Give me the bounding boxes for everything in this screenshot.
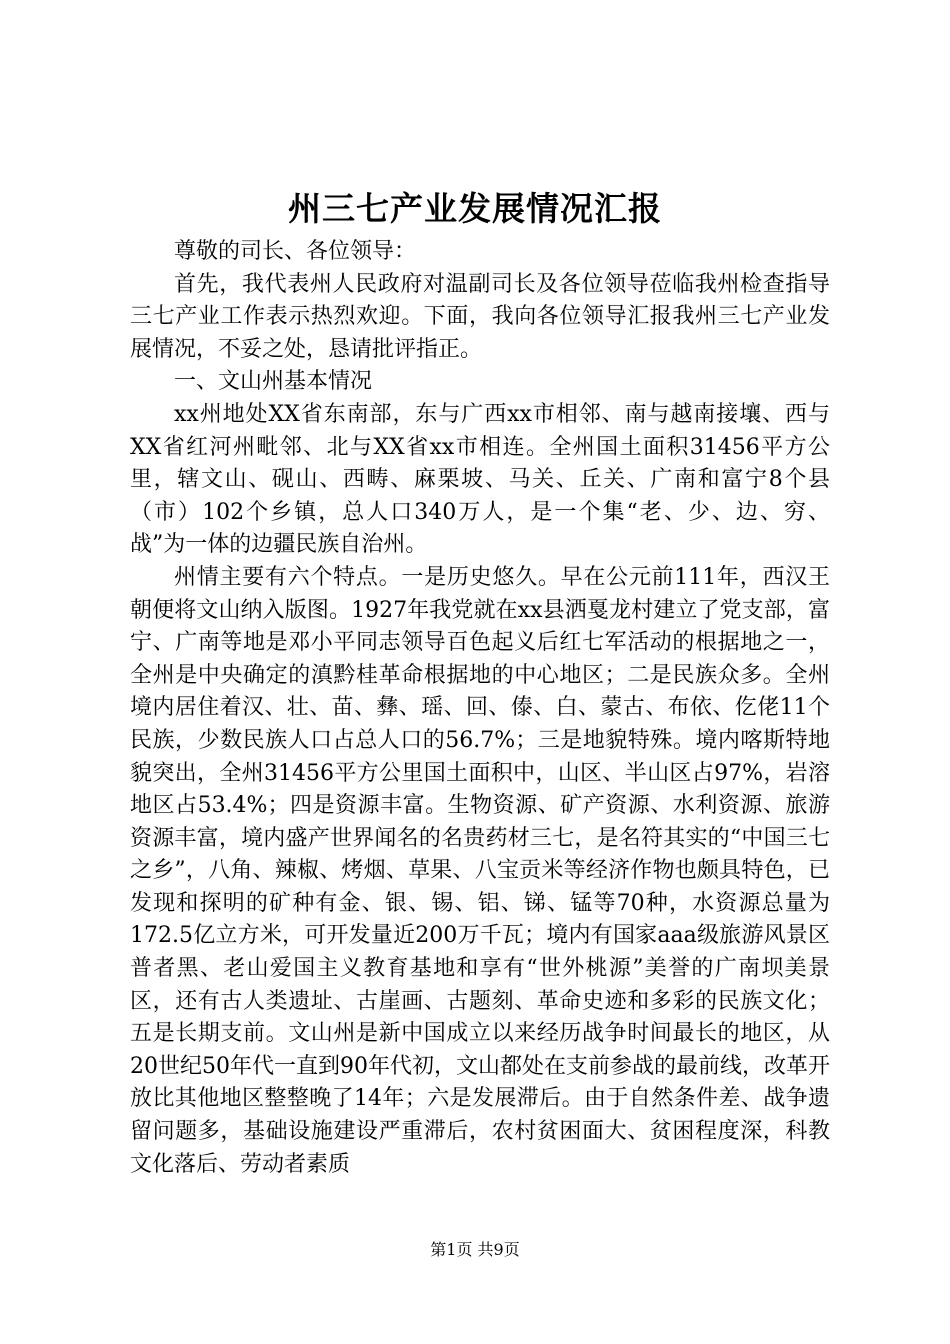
page-indicator: 第1页 共9页 (430, 1240, 520, 1259)
intro-paragraph: 首先，我代表州人民政府对温副司长及各位领导莅临我州检查指导三七产业工作表示热烈欢迎。下面，我向各位领导汇报我州三七产业发展情况，不妥之处，恳请批评指正。 (130, 271, 830, 362)
document-body (130, 236, 830, 1181)
section-heading: 一、文山州基本情况 (174, 369, 373, 395)
document-title: 州三七产业发展情况汇报 (288, 189, 662, 228)
overview-paragraph: xx州地处XX省东南部，东与广西xx市相邻、南与越南接壤、西与XX省红河州毗邻、北与XX省xx市相连。全州国土面积31456平方公里，辖文山、砚山、西畴、麻栗坡、马关、丘关、广南和富宁8个县（市）102个乡镇，总人口340万人，是一个集“老、少、边、穷、战”为一体的边疆民族自治州。 (130, 401, 830, 558)
salutation-paragraph: 尊敬的司长、各位领导： (174, 239, 417, 264)
features-paragraph: 州情主要有六个特点。一是历史悠久。早在公元前111年，西汉王朝便将文山纳入版图。1927年我党就在xx县洒戛龙村建立了党支部，富宁、广南等地是邓小平同志领导百色起义后红七军活动的根据地之一，全州是中央确定的滇黔桂革命根据地的中心地区；二是民族众多。全州境内居住着汉、壮、苗、彝、瑶、回、傣、白、蒙古、布依、仡佬11个民族，少数民族人口占总人口的56.7%；三是地貌特殊。境内喀斯特地貌突出，全州31456平方公里国土面积中，山区、半山区占97%，岩溶地区占53.4%；四是资源丰富。生物资源、矿产资源、水利资源、旅游资源丰富，境内盛产世界闻名的名贵药材三七，是名符其实的“中国三七之乡”，八角、辣椒、烤烟、草果、八宝贡米等经济作物也颇具特色，已发现和探明的矿种有金、银、锡、铝、锑、锰等70种，水资源总量为172.5亿立方米，可开发量近200万千瓦；境内有国家aaa级旅游风景区普者黑、老山爱国主义教育基地和享有“世外桃源”美誉的广南坝美景区，还有古人类遗址、古崖画、古题刻、革命史迹和多彩的民族文化；五是长期支前。文山州是新中国成立以来经历战争时间最长的地区，从20世纪50年代一直到90年代初，文山都处在支前参战的最前线，改革开放比其他地区整整晚了14年；六是发展滞后。由于自然条件差、战争遗留问题多，基础设施建设严重滞后，农村贫困面大、贫困程度深，科教文化落后、劳动者素质 (130, 564, 830, 1177)
